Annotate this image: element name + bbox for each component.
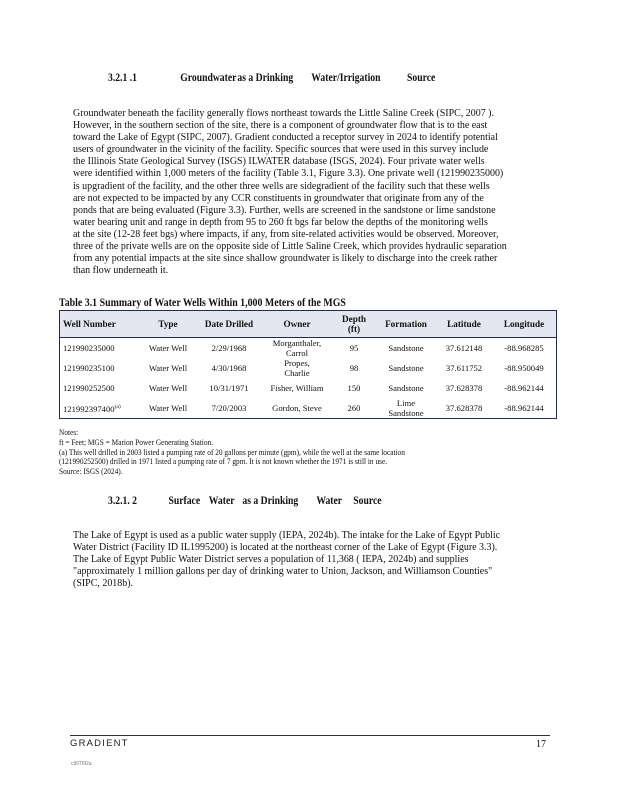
cell-latitude: 37.628378 (445, 403, 483, 413)
heading-word: Water/Irrigation (311, 72, 381, 84)
paragraph-line: The Lake of Egypt Public Water District serves a population of 11,368 ( IEPA, 2024b) and supplies (73, 554, 469, 566)
paragraph-line: at the site (12-28 feet bgs) where impacts, if any, from site-related activities would be observed. Moreover, (73, 228, 499, 240)
heading-word: Source (353, 495, 382, 507)
note-line: (121990252500) drilled in 1971 listed a pumping rate of 7 gpm. It is not known whether the 1971 is still in use. (59, 457, 388, 467)
heading-word: Surface (168, 495, 201, 507)
footer-divider (70, 735, 550, 736)
col-header-type: Type (140, 311, 196, 338)
heading-word: Water (316, 495, 343, 507)
table-row (60, 358, 556, 378)
cell-depth: 260 (347, 403, 361, 413)
cell-well-number (60, 398, 140, 418)
cell-type: Water Well (148, 383, 188, 393)
heading-word: Groundwater (180, 72, 237, 84)
document-stamp: c9076f2a (71, 761, 92, 767)
paragraph-line: "approximately 1 million gallons per day of drinking water to Union, Jackson, and Williamson Counties" (73, 566, 493, 578)
cell-latitude: 37.628378 (445, 383, 483, 393)
paragraph-line: However, in the southern section of the site, there is a component of groundwater flow that is to the east (73, 120, 488, 132)
col-header-owner: Owner (262, 311, 332, 338)
heading-word: as a Drinking (237, 72, 294, 84)
paragraph-line: Groundwater beneath the facility generally flows northeast towards the Little Saline Creek (SIPC, 2007 ). (73, 108, 494, 119)
cell-type: Water Well (148, 363, 188, 373)
cell-type: Water Well (148, 343, 188, 353)
paragraph-line: are not expected to be impacted by any CCR constituents in groundwater that originate from any of the (73, 192, 484, 204)
table-row (60, 338, 556, 359)
cell-owner: Propes, Charlie (284, 358, 310, 378)
cell-date-drilled: 4/30/1968 (211, 363, 247, 373)
paragraph-line: The Lake of Egypt is used as a public water supply (IEPA, 2024b). The intake for the Lake of Egypt Public (73, 530, 501, 541)
paragraph-line: users of groundwater in the vicinity of the facility. Specific sources that were used in this survey include (73, 144, 489, 156)
heading-word: Source (407, 72, 436, 84)
col-header-depth: Depth (ft) (332, 311, 376, 338)
section-heading-groundwater (108, 72, 435, 84)
cell-type: Water Well (148, 403, 188, 413)
table-header-row (60, 311, 556, 338)
paragraph-line: is upgradient of the facility, and the other three wells are sidegradient of the facility such that these wells (73, 180, 490, 192)
section-number: 3.2.1. 2 (108, 495, 137, 507)
groundwater-paragraph (73, 108, 573, 277)
surface-water-paragraph (73, 530, 573, 590)
table-caption: Table 3.1 Summary of Water Wells Within 1,000 Meters of the MGS (59, 297, 346, 309)
table-row (60, 378, 556, 398)
paragraph-line: were identified within 1,000 meters of the facility (Table 3.1, Figure 3.3). One private well (121990235000) (73, 168, 504, 180)
cell-owner: Morganthaler, Carrol (272, 338, 322, 358)
cell-formation: Sandstone (388, 363, 424, 373)
col-header-date-drilled: Date Drilled (196, 311, 262, 338)
cell-depth: 150 (347, 383, 361, 393)
cell-well-number: 121990235000 (63, 343, 115, 353)
note-line: (a) This well drilled in 2003 listed a pumping rate of 20 gallons per minute (gpm), while the well at the same location (59, 447, 405, 457)
cell-longitude: -88.962144 (504, 383, 544, 393)
col-header-formation: Formation (376, 311, 436, 338)
cell-formation: Sandstone (388, 383, 424, 393)
cell-date-drilled: 2/29/1968 (211, 343, 247, 353)
cell-date-drilled: 7/20/2003 (211, 403, 247, 413)
cell-longitude: -88.950049 (504, 363, 544, 373)
notes-label: Notes: (59, 428, 79, 437)
paragraph-line: from any potential impacts at the site since shallow groundwater is likely to discharge into the creek rather (73, 253, 498, 265)
note-line: ft = Feet; MGS = Marion Power Generating Station. (59, 437, 214, 447)
col-header-well-number: Well Number (60, 311, 140, 338)
cell-formation: Lime Sandstone (388, 398, 424, 418)
paragraph-line: toward the Lake of Egypt (SIPC, 2007). Gradient conducted a receptor survey in 2024 to identify potential (73, 132, 498, 144)
col-header-latitude: Latitude (436, 311, 492, 338)
heading-word: as a Drinking (242, 495, 299, 507)
note-source: Source: ISGS (2024). (59, 467, 123, 477)
section-heading-surface-water (108, 495, 382, 507)
cell-longitude: -88.962144 (504, 403, 544, 413)
cell-depth: 95 (349, 343, 359, 353)
cell-well-number: 121990235100 (63, 363, 115, 373)
cell-well-number: 121990252500 (63, 383, 115, 393)
paragraph-line: ponds that are being evaluated (Figure 3.3). Further, wells are screened in the sandstone or lime sandstone (73, 204, 496, 216)
cell-latitude: 37.612148 (445, 343, 483, 353)
cell-longitude: -88.968285 (504, 343, 544, 353)
cell-depth: 98 (349, 363, 359, 373)
paragraph-line: Water District (Facility ID IL1995200) is located at the northeast corner of the Lake of Egypt (Figure 3.3). (73, 542, 498, 554)
footnote-marker: (a) (114, 404, 121, 411)
table-notes (59, 428, 559, 477)
cell-owner: Fisher, William (270, 383, 324, 393)
paragraph-line: than flow underneath it. (73, 265, 169, 277)
col-header-longitude: Longitude (492, 311, 556, 338)
cell-latitude: 37.611752 (445, 363, 483, 373)
paragraph-line: water bearing unit and range in depth from 95 to 260 ft bgs far below the depths of the monitoring wells (73, 216, 488, 228)
paragraph-line: (SIPC, 2018b). (73, 578, 134, 590)
gradient-logo: GRADIENT (70, 738, 129, 749)
wells-table (59, 310, 557, 419)
paragraph-line: three of the private wells are on the opposite side of Little Saline Creek, which provides hydraulic separation (73, 241, 507, 253)
cell-formation: Sandstone (388, 343, 424, 353)
well-number-text: 121992397400 (63, 403, 115, 414)
cell-date-drilled: 10/31/1971 (209, 383, 249, 393)
table-row (60, 398, 556, 418)
section-number: 3.2.1 .1 (108, 72, 137, 84)
page-number: 17 (536, 739, 546, 750)
heading-word: Water (208, 495, 235, 507)
cell-owner: Gordon, Steve (272, 403, 322, 413)
paragraph-line: the Illinois State Geological Survey (ISGS) ILWATER database (ISGS, 2024). Four private water wells (73, 156, 485, 168)
